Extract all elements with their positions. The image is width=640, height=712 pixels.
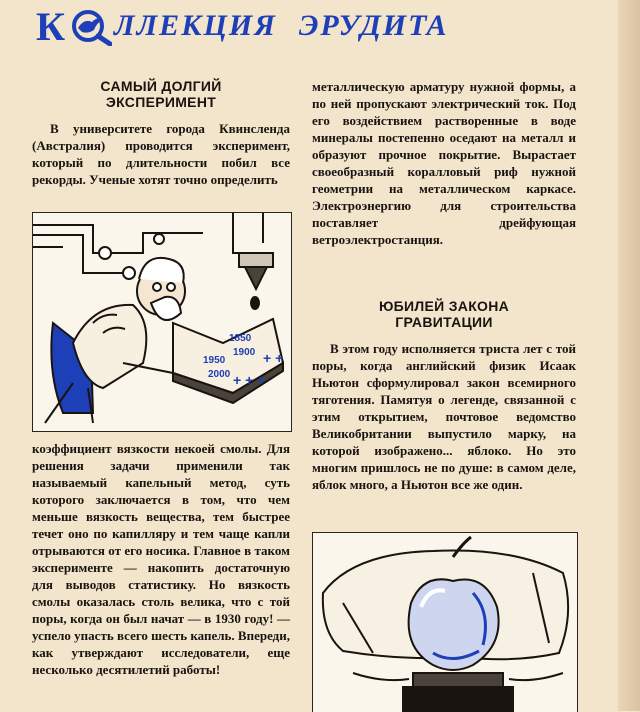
page-gutter [618,0,640,711]
article1-bottom [32,440,290,678]
article2-heading-line1: ЮБИЛЕЙ ЗАКОНА [378,298,510,314]
logo-letter: К [36,3,67,49]
header-title-part2: ЭРУДИТА [298,9,449,42]
ledger-number-4: 2000 [208,369,231,380]
article2 [312,298,576,493]
article1-para2: коэффициент вязкости некоей смолы. Для решения задачи применили так называемый капельный метод, суть которого заключается в том, что чем меньше вязкость вещества, тем быстрее течет оно по капилляру и тем чаще капли отрываются от его носика. Главное в таком эксперименте — накопить достаточную для выводов статистику. Но вязкость смолы оказалась столь велика, что с той поры, когда он был начат — в 1930 году! — успело упасть всего шесть капель. Впереди, как утверждают исследователи, еще несколько десятилетий работы! [32,441,290,677]
scientist-illustration [32,212,292,432]
svg-text:+ + +: + + + [233,372,266,388]
article1-continuation [312,78,576,248]
article2-heading [312,298,576,330]
ledger-number-2: 1900 [233,347,256,358]
article2-para: В этом году исполняется триста лет с той поры, когда английский физик Исаак Ньютон сформулировал закон всемирного тяготения. Памятуя о легенде, связанной с этим открытием, почтовое ведомство Великобритании выпустило марку, на которой изображено... яблоко. Но это многим пришлось не по душе: в самом деле, яблок много, а Ньютон все же один. [312,341,576,492]
article1-heading [32,78,290,110]
article1-heading-line2: ЭКСПЕРИМЕНТ [105,94,217,110]
section-header [36,4,476,48]
article1-para1: В университете города Квинсленда (Австралия) проводится эксперимент, который по длительности побил все рекорды. Ученые хотят точно определить [32,121,290,187]
scientist-drawing [33,213,291,431]
continuation-para: металлическую арматуру нужной формы, а по ней пропускают электрический ток. Под его воздействием растворенные в воде минералы постепенно оседают на металл и образуют прочное покрытие. Вырастает своеобразный коралловый риф нужной геометрии на металлическом каркасе. Электроэнергию для строительства поставляет дрейфующая ветроэлектростанция. [312,79,576,247]
article1-top [32,78,290,188]
magnifier-bird-icon [68,6,112,46]
article2-heading-line2: ГРАВИТАЦИИ [395,314,493,330]
header-title-part1: ЛЛЕКЦИЯ [114,9,277,42]
svg-text:+ +: + + [263,350,284,366]
ledger-number-3: 1950 [203,355,226,366]
article1-heading-line1: САМЫЙ ДОЛГИЙ [100,78,222,94]
apple-drawing [313,533,577,712]
ledger-number-1: 1850 [229,333,252,344]
apple-illustration [312,532,578,712]
